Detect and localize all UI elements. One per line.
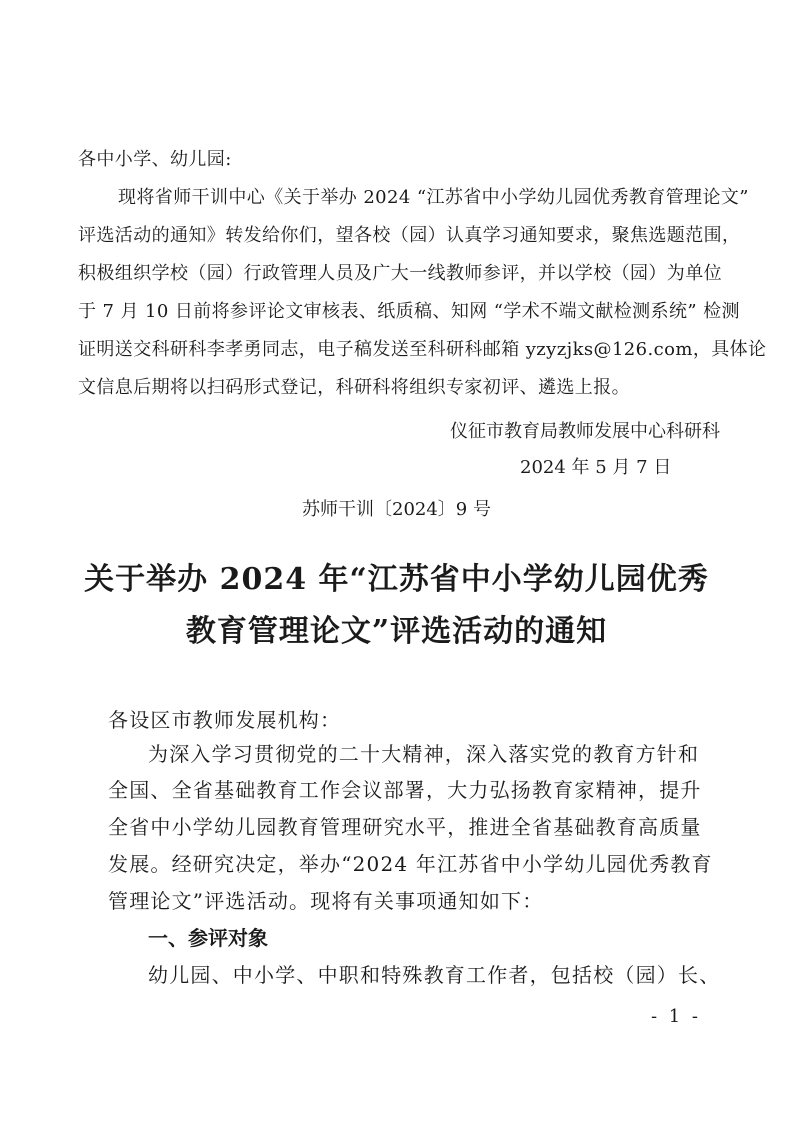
- notice-body-line: 发展。经研究决定，举办“2024 年江苏省中小学幼儿园优秀教育: [108, 852, 713, 876]
- page-number: - 1 -: [650, 1006, 701, 1027]
- cover-body-line: 证明送交科研科李孝勇同志，电子稿发送至科研科邮箱 yzyzjks@126.com，具体论: [78, 339, 767, 360]
- cover-signature: 仪征市教育局教师发展中心科研科: [450, 421, 720, 442]
- section-1-heading: 一、参评对象: [148, 926, 268, 950]
- cover-body-line: 于 7 月 10 日前将参评论文审核表、纸质稿、知网 “学术不端文献检测系统” 检测: [78, 301, 740, 322]
- section-1-body: 幼儿园、中小学、中职和特殊教育工作者，包括校（园）长、: [148, 963, 721, 987]
- notice-salutation: 各设区市教师发展机构：: [108, 708, 342, 732]
- notice-body-line: 全省中小学幼儿园教育管理研究水平，推进全省基础教育高质量: [108, 815, 702, 839]
- notice-body-line: 管理论文”评选活动。现将有关事项通知如下：: [108, 889, 544, 913]
- cover-body-line: 现将省师干训中心《关于举办 2024 “江苏省中小学幼儿园优秀教育管理论文”: [118, 187, 749, 208]
- cover-body-line: 文信息后期将以扫码形式登记，科研科将组织专家初评、遴选上报。: [78, 377, 630, 398]
- notice-title-line-2: 教育管理论文”评选活动的通知: [185, 614, 608, 649]
- cover-body-line: 评选活动的通知》转发给你们，望各校（园）认真学习通知要求，聚焦选题范围，: [78, 225, 741, 246]
- notice-body-line: 全国、全省基础教育工作会议部署，大力弘扬教育家精神，提升: [108, 778, 702, 802]
- document-number: 苏师干训〔2024〕9 号: [302, 499, 491, 520]
- cover-body-line: 积极组织学校（园）行政管理人员及广大一线教师参评，并以学校（园）为单位: [78, 263, 722, 284]
- notice-title-line-1: 关于举办 2024 年“江苏省中小学幼儿园优秀: [84, 562, 709, 597]
- cover-salutation: 各中小学、幼儿园:: [78, 149, 232, 170]
- cover-date: 2024 年 5 月 7 日: [520, 457, 672, 478]
- notice-body-line: 为深入学习贯彻党的二十大精神，深入落实党的教育方针和: [148, 742, 700, 766]
